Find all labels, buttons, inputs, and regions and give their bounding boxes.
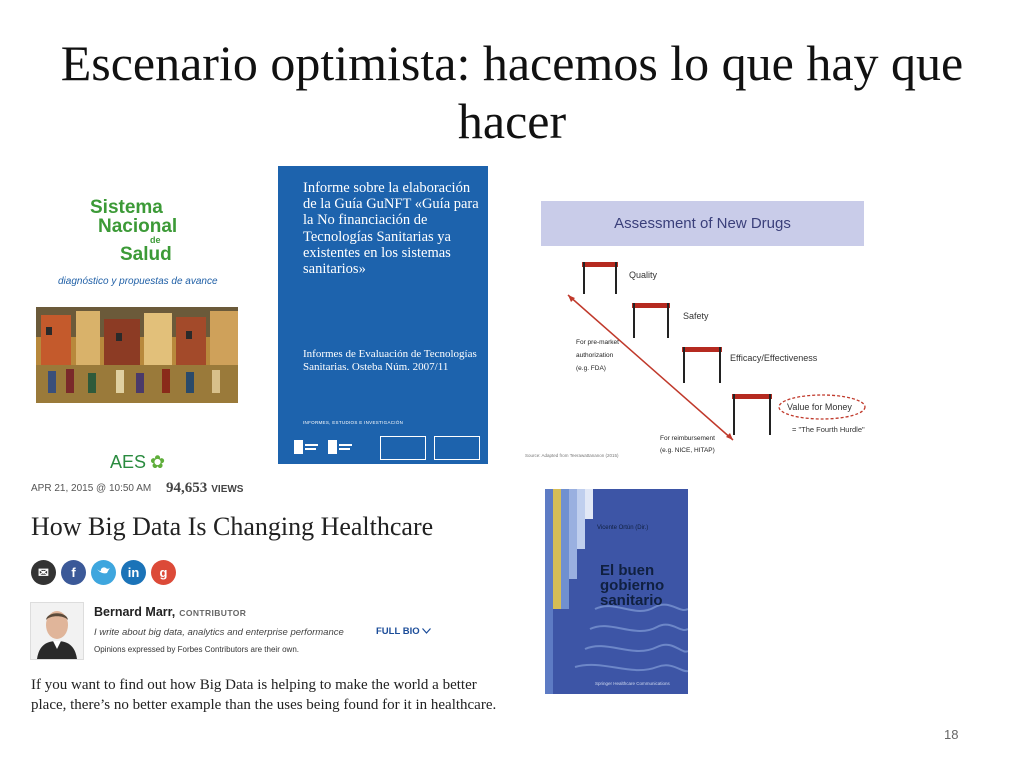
aes-logo-text: AES: [110, 452, 147, 472]
sns-logo-line3: de: [150, 235, 161, 245]
report-title: Informe sobre la elaboración de la Guía GuNFT «Guía para la No financiación de Tecnologías Sanitarias ya existentes en los sistemas sanitarios»: [303, 180, 479, 278]
report-series: INFORMES, ESTUDIOS E INVESTIGACIÓN: [303, 420, 404, 425]
ministry-logo-2: [326, 436, 354, 458]
pre-market-line3: (e.g. FDA): [576, 365, 606, 372]
report-subtitle: Informes de Evaluación de Tecnologías Sanitarias. Osteba Núm. 2007/11: [303, 348, 477, 373]
sns-logo-line4: Salud: [120, 244, 172, 265]
book-title: El buen gobierno sanitario: [600, 562, 665, 609]
pre-market-line1: For pre-market: [576, 339, 619, 346]
fresco-image: [36, 307, 238, 403]
linkedin-icon[interactable]: in: [121, 560, 146, 585]
book-cover: [545, 489, 688, 694]
author-role: CONTRIBUTOR: [179, 608, 247, 618]
assessment-header: Assessment of New Drugs: [541, 201, 864, 246]
facebook-icon[interactable]: f: [61, 560, 86, 585]
hurdle-quality: [582, 262, 618, 294]
page-number: 18: [944, 727, 959, 742]
hurdle-label-quality: Quality: [629, 270, 658, 280]
author-name-text: Bernard Marr,: [94, 605, 176, 619]
article-date: APR 21, 2015 @ 10:50 AM: [31, 483, 152, 494]
author-bio: I write about big data, analytics and enterprise performance: [94, 627, 344, 638]
book-author: Vicente Ortún (Dir.): [597, 525, 649, 531]
author-name[interactable]: [94, 605, 246, 619]
article-views: [166, 480, 243, 497]
report-cover: [278, 166, 488, 464]
article-body: If you want to find out how Big Data is helping to make the world a better place, there’s no better example than the uses being found for it in healthcare.: [31, 677, 497, 713]
hurdle-efficacy: [682, 347, 722, 383]
hurdle-label-efficacy: Efficacy/Effectiveness: [730, 353, 818, 363]
assessment-source: Source: Adapted from Teerawattananon (2015): [525, 453, 619, 458]
sns-logo-line2: Nacional: [98, 216, 178, 237]
twitter-icon[interactable]: [91, 560, 116, 585]
hurdle-safety: [632, 303, 670, 338]
disclaimer: Opinions expressed by Forbes Contributors are their own.: [94, 645, 299, 654]
views-count: 94,653: [166, 480, 208, 496]
sns-subtitle: diagnóstico y propuestas de avance: [58, 276, 218, 287]
views-label: VIEWS: [211, 484, 244, 495]
reimbursement-line2: (e.g. NICE, HITAP): [660, 447, 715, 454]
aes-logo: [110, 452, 165, 473]
hurdle-label-value: Value for Money: [787, 402, 852, 412]
ministry-logo: [292, 436, 320, 458]
email-icon[interactable]: ✉: [31, 560, 56, 585]
quality-plan-logo: [380, 436, 426, 460]
google-plus-icon[interactable]: g: [151, 560, 176, 585]
avatar[interactable]: [30, 602, 84, 660]
fourth-hurdle-label: = "The Fourth Hurdle": [792, 425, 865, 434]
hurdle-label-safety: Safety: [683, 311, 709, 321]
flower-icon: ✿: [150, 452, 166, 472]
pre-market-line2: authorization: [576, 352, 614, 359]
sns-logo: [60, 198, 200, 264]
chevron-down-icon: [422, 626, 431, 637]
full-bio-link[interactable]: [376, 626, 431, 637]
hurdles-diagram: [520, 250, 900, 465]
osteba-logo: [434, 436, 480, 460]
sns-logo-line1: Sistema: [90, 197, 163, 218]
full-bio-label: FULL BIO: [376, 626, 420, 637]
report-logos: [292, 436, 480, 458]
book-publisher: Springer Healthcare Communications: [595, 681, 670, 686]
slide-title: Escenario optimista: hacemos lo que hay que hacer: [60, 35, 964, 149]
hurdle-value: [732, 394, 772, 435]
reimbursement-line1: For reimbursement: [660, 435, 715, 442]
article-title[interactable]: How Big Data Is Changing Healthcare: [31, 512, 434, 541]
